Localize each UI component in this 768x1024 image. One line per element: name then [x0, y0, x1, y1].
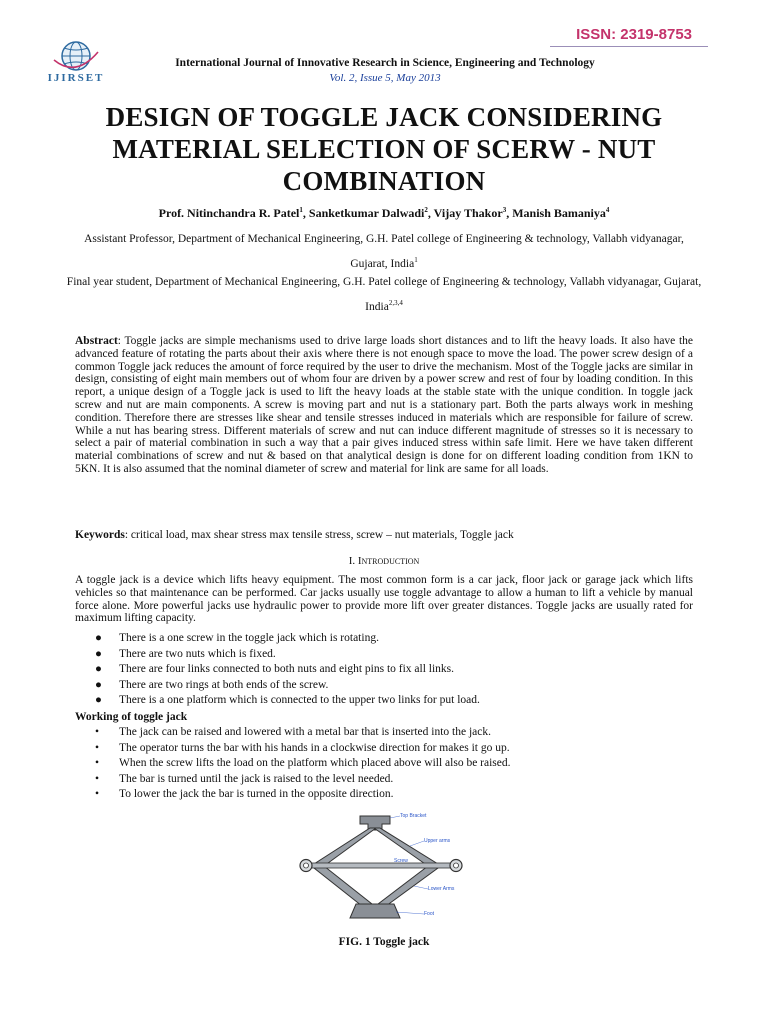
bullet-icon: ● — [95, 663, 102, 675]
keywords — [75, 529, 693, 542]
label-leader — [390, 816, 400, 818]
logo-text: IJIRSET — [47, 72, 105, 84]
list-item: ● There are four links connected to both nuts and eight pins to fix all links. — [95, 662, 685, 678]
journal-volume: Vol. 2, Issue 5, May 2013 — [329, 72, 441, 84]
title-line: MATERIAL SELECTION OF SCERW - NUT — [112, 134, 656, 164]
keywords-text: : critical load, max shear stress max tensile stress, screw – nut materials, Toggle jack — [124, 529, 514, 541]
affiliation-2: Final year student, Department of Mechanical Engineering, G.H. Patel college of Engineering & technology, Vallabh vidyanagar, Gujarat, India$^{2,3,4}$ — [66, 276, 702, 313]
author-list: Prof. Nitinchandra R. Patel$^1$, Sanketkumar Dalwadi$^2$, Vijay Thakor$^3$, Manish Bamaniya$^4$ — [158, 206, 610, 220]
list-item: • The bar is turned until the jack is raised to the level needed. — [95, 772, 685, 788]
component-list — [95, 631, 685, 709]
bullet-icon: • — [95, 757, 100, 769]
label-foot: Foot — [424, 911, 435, 917]
label-leader — [410, 841, 424, 846]
affiliation-1: Assistant Professor, Department of Mechanical Engineering, G.H. Patel college of Engineering & technology, Vallabh vidyanagar, Gujarat, India$^1$ — [84, 233, 684, 270]
foot-shape — [350, 904, 400, 918]
label-leader — [414, 886, 428, 889]
globe-icon — [44, 38, 108, 74]
bullet-icon: • — [95, 726, 100, 738]
toggle-jack-figure — [290, 808, 470, 926]
screw-shape — [308, 863, 456, 868]
label-leader — [396, 912, 424, 914]
upper-arm-left — [314, 828, 376, 866]
list-item: • When the screw lifts the load on the platform which placed above will also be raised. — [95, 756, 685, 772]
list-item: • The operator turns the bar with his hands in a clockwise direction for makes it go up. — [95, 741, 685, 757]
bullet-icon: ● — [95, 632, 102, 644]
working-list — [95, 725, 685, 803]
bullet-icon: ● — [95, 647, 102, 660]
list-item: ● There are two rings at both ends of the screw. — [95, 678, 685, 694]
pin-hole — [304, 863, 309, 868]
list-item: ● There are two nuts which is fixed. — [95, 647, 685, 663]
list-item: • To lower the jack the bar is turned in the opposite direction. — [95, 787, 685, 803]
author-name: Prof. Nitinchandra R. Patel — [158, 206, 300, 220]
title-line: DESIGN OF TOGGLE JACK CONSIDERING — [105, 102, 663, 132]
list-item: ● There is a one screw in the toggle jack which is rotating. — [95, 631, 685, 647]
journal-logo — [44, 38, 108, 86]
section-heading: I. Introduction — [348, 555, 420, 567]
abstract-text: : Toggle jacks are simple mechanisms used to drive large loads short distances and to lift the heavy loads. It also have the advanced feature of rotating the parts about their axis where there is not enough space to move the load. The power screw design of a common Toggle jack reduces the amount of force required by the user to drive the mechanism. Most of the Toggle jacks are similar in design, consisting of eight main members out of whom four are driven by a power screw and rest of four by loading condition. In this report, a unique design of a Toggle jack is used to lift the heavy loads at the stable state with the unique condition. In toggle jack screw and nut are main components. A screw is moving part and nut is a stationary part. Both the parts always work in meshing condition. Therefore there are stresses like shear and tensile stresses induced in materials which are responsible for failure of screw. While a nut has bearing stress. Different materials of screw and nut can induce different magnitude of stresses so it is necessary to select a pair of material combination in such a way that a pair gives induced stress within safe limit. Here we have taken different material combinations of screw and nut & based on that analytical design is done for on different loading condition from 1KN to 5KN. It is also assumed that the nominal diameter of screw and material for link are same for all loads. — [75, 335, 693, 475]
label-lower-arms: Lower Arms — [428, 886, 455, 892]
label-screw: Screw — [394, 858, 408, 864]
list-item: ● There is a one platform which is connected to the upper two links for put load. — [95, 693, 685, 709]
author-name: Manish Bamaniya — [512, 206, 606, 220]
author-name: Vijay Thakor — [433, 206, 503, 220]
working-heading: Working of toggle jack — [75, 711, 188, 723]
bullet-icon: ● — [95, 694, 102, 706]
abstract — [75, 335, 693, 476]
journal-name: International Journal of Innovative Research in Science, Engineering and Technology — [175, 57, 595, 69]
title-line: COMBINATION — [282, 166, 486, 196]
figure-caption: FIG. 1 Toggle jack — [338, 936, 430, 948]
paper-title — [60, 101, 708, 197]
bullet-icon: • — [95, 741, 100, 754]
label-top-bracket: Top Bracket — [400, 813, 427, 819]
issn-label: ISSN: 2319-8753 — [576, 26, 692, 43]
intro-paragraph: A toggle jack is a device which lifts heavy equipment. The most common form is a car jack, floor jack or garage jack which lifts vehicles so that maintenance can be performed. Car jacks usually use toggle advantage to allow a human to lift a vehicle by manual force alone. More powerful jacks use hydraulic power to provide more lift over greater distances. Toggle jacks are usually rated for maximum lifting capacity. — [75, 574, 693, 625]
bullet-icon: • — [95, 788, 100, 800]
label-upper-arms: Upper arms — [424, 838, 451, 844]
bullet-icon: • — [95, 772, 100, 785]
list-item: • The jack can be raised and lowered with a metal bar that is inserted into the jack. — [95, 725, 685, 741]
bullet-icon: ● — [95, 678, 102, 691]
issn-rule — [550, 46, 708, 47]
pin-hole — [454, 863, 459, 868]
abstract-label: Abstract — [75, 335, 118, 347]
lower-arm-left — [314, 866, 372, 906]
author-name: Sanketkumar Dalwadi — [308, 206, 425, 220]
keywords-label: Keywords — [75, 529, 125, 541]
